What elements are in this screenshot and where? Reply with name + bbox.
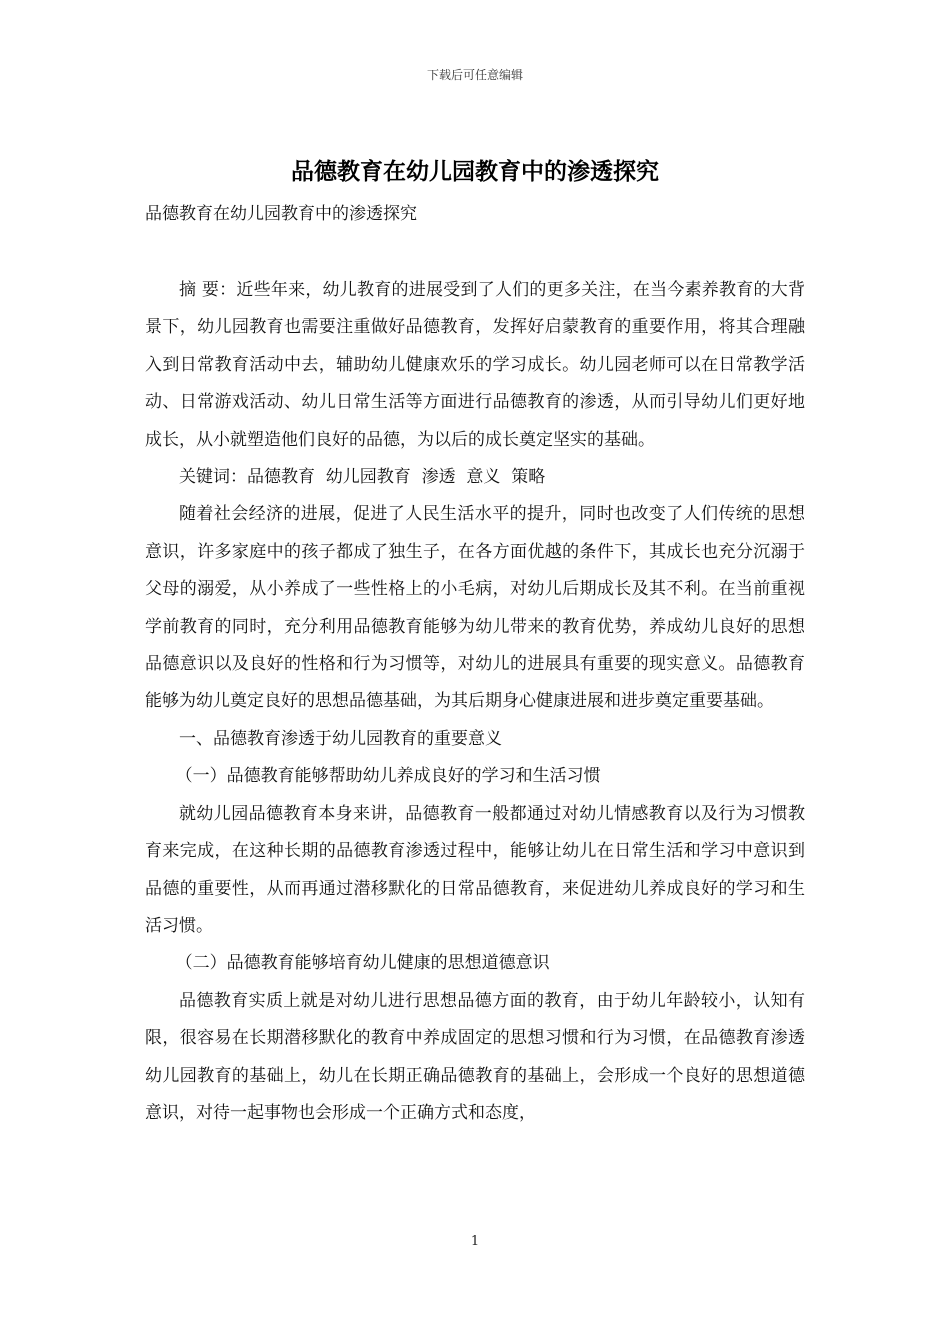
subsection-paragraph: 品德教育实质上就是对幼儿进行思想品德方面的教育，由于幼儿年龄较小，认知有限，很容易在长期潜移默化的教育中养成固定的思想习惯和行为习惯，在品德教育渗透幼儿园教育的基础上，幼儿在长期正确品德教育的基础上，会形成一个良好的思想道德意识，对待一起事物也会形成一个正确方式和态度，	[145, 990, 805, 1123]
header-note: 下载后可任意编辑	[426, 68, 523, 82]
document-title: 品德教育在幼儿园教育中的渗透探究	[291, 159, 659, 185]
keywords-line: 关键词：品德教育 幼儿园教育 渗透 意义 策略	[179, 467, 546, 488]
page-number: 1	[470, 1234, 480, 1249]
document-body	[145, 272, 805, 1132]
subsection-paragraph: 就幼儿园品德教育本身来讲，品德教育一般都通过对幼儿情感教育以及行为习惯教育来完成，在这种长期的品德教育渗透过程中，能够让幼儿在日常生活和学习中意识到品德的重要性，从而再通过潜移默化的日常品德教育，来促进幼儿养成良好的学习和生活习惯。	[145, 803, 805, 936]
subsection-heading: （二）品德教育能够培育幼儿健康的思想道德意识	[175, 953, 550, 974]
document-subtitle: 品德教育在幼儿园教育中的渗透探究	[145, 204, 417, 224]
section-heading: 一、品德教育渗透于幼儿园教育的重要意义	[179, 728, 502, 749]
subsection-heading: （一）品德教育能够帮助幼儿养成良好的学习和生活习惯	[175, 766, 601, 787]
abstract-paragraph: 摘 要：近些年来，幼儿教育的进展受到了人们的更多关注，在当今素养教育的大背景下，幼儿园教育也需要注重做好品德教育，发挥好启蒙教育的重要作用，将其合理融入到日常教育活动中去，辅助幼儿健康欢乐的学习成长。幼儿园老师可以在日常教学活动、日常游戏活动、幼儿日常生活等方面进行品德教育的渗透，从而引导幼儿们更好地成长，从小就塑造他们良好的品德，为以后的成长奠定坚实的基础。	[145, 280, 805, 450]
intro-paragraph: 随着社会经济的进展，促进了人民生活水平的提升，同时也改变了人们传统的思想意识，许多家庭中的孩子都成了独生子，在各方面优越的条件下，其成长也充分沉溺于父母的溺爱，从小养成了一些性格上的小毛病，对幼儿后期成长及其不利。在当前重视学前教育的同时，充分利用品德教育能够为幼儿带来的教育优势，养成幼儿良好的思想品德意识以及良好的性格和行为习惯等，对幼儿的进展具有重要的现实意义。品德教育能够为幼儿奠定良好的思想品德基础，为其后期身心健康进展和进步奠定重要基础。	[145, 504, 805, 712]
